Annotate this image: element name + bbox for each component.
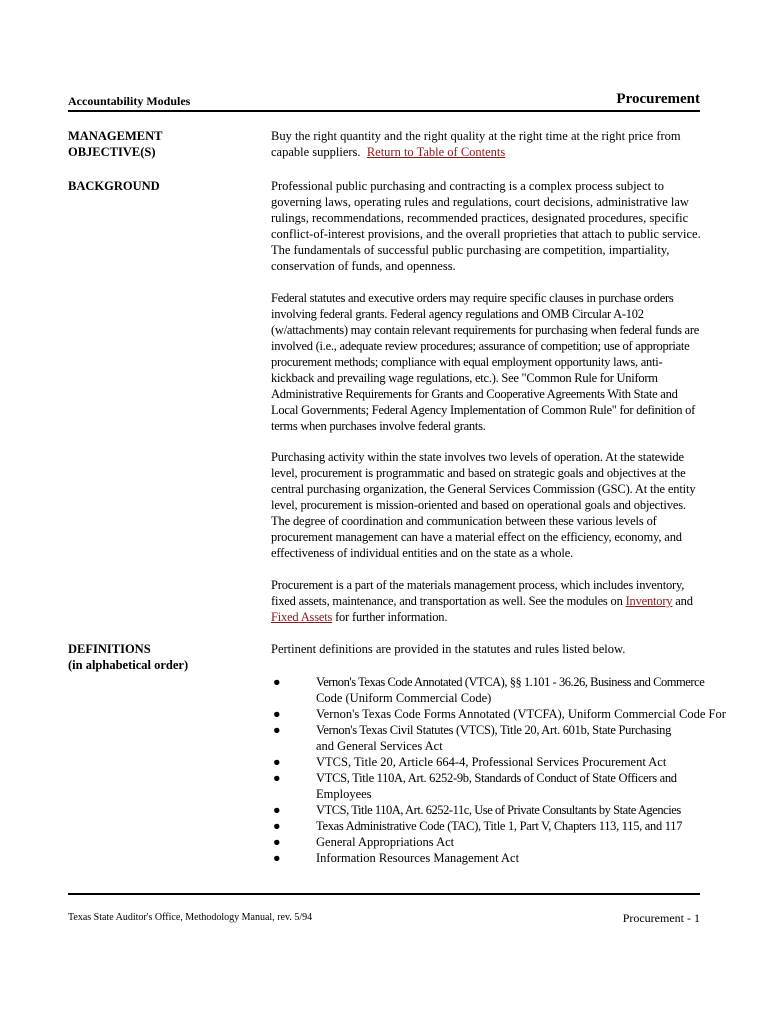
list-item-line-1: VTCS, Title 20, Article 664-4, Professional Services Procurement Act	[316, 755, 667, 769]
return-to-toc-link[interactable]: Return to Table of Contents	[366, 145, 506, 159]
background-paragraph-2: Federal statutes and executive orders may require specific clauses in purchase orders involving federal grants. Federal agency regulations and OMB Circular A-102 (w/attachments) may contain relevant requirements for purchasing when federal funds are involved (i.e., adequate review procedures; assurance of competition; use of appropriate procurement methods; compliance with equal employment opportunity laws, anti-kickback and prevailing wage regulations, etc.). See "Common Rule for Uniform Administrative Requirements for Grants and Cooperative Agreements With State and Local Governments; Federal Agency Implementation of Common Rule" for definition of terms when purchases involve federal grants.	[271, 291, 700, 433]
bullet-icon: ●	[273, 723, 281, 737]
header-rule	[68, 110, 700, 112]
bullet-icon: ●	[273, 771, 281, 785]
list-item-line-1: VTCS, Title 110A, Art. 6252-11c, Use of Private Consultants by State Agencies	[316, 803, 681, 817]
list-item	[271, 754, 768, 770]
objective-label: MANAGEMENT OBJECTIVE(S)	[68, 129, 163, 159]
list-item-line-2: Code (Uniform Commercial Code)	[316, 691, 492, 705]
list-item	[271, 834, 768, 850]
list-item-line-2: and General Services Act	[316, 739, 443, 753]
bullet-icon: ●	[273, 851, 281, 865]
bullet-icon: ●	[273, 803, 281, 817]
list-item-line-1: Vernon's Texas Civil Statutes (VTCS), Title 20, Art. 601b, State Purchasing	[316, 723, 672, 737]
background-p1	[271, 178, 701, 274]
fixed-assets-link[interactable]: Fixed Assets	[271, 610, 333, 624]
footer-source: Texas State Auditor's Office, Methodology Manual, rev. 5/94	[68, 912, 313, 923]
list-item	[271, 850, 768, 866]
list-item-line-1: Vernon's Texas Code Annotated (VTCA), §§ 1.101 - 36.26, Business and Commerce	[316, 675, 705, 689]
bullet-icon: ●	[273, 755, 281, 769]
list-item-line-1: Vernon's Texas Code Forms Annotated (VTCFA), Uniform Commercial Code For	[316, 707, 726, 721]
definitions-label: DEFINITIONS (in alphabetical order)	[68, 642, 189, 672]
background-p4	[271, 577, 701, 625]
background-paragraph-1: Professional public purchasing and contracting is a complex process subject to governing laws, operating rules and regulations, court decisions, administrative law rulings, recommendations, recommended practices, designated procedures, specific conflict-of-interest provisions, and the overall proprieties that attach to public service. The fundamentals of successful public purchasing are competition, impartiality, conservation of funds, and openness.	[271, 179, 701, 273]
list-item	[271, 706, 768, 722]
list-item-line-1: Information Resources Management Act	[316, 851, 520, 865]
background-paragraph-3: Purchasing activity within the state involves two levels of operation. At the statewide level, procurement is programmatic and based on strategic goals and objectives at the central purchasing organization, the General Services Commission (GSC). At the entity level, procurement is mission-oriented and based on operational goals and objectives. The degree of coordination and communication between these various levels of procurement management can have a material effect on the efficiency, economy, and effectiveness of individual entities and on the state as a whole.	[271, 450, 696, 560]
background-paragraph-4-end: for further information.	[335, 610, 448, 624]
footer-page-number: Procurement - 1	[622, 911, 700, 925]
background-label: BACKGROUND	[68, 179, 160, 193]
objective-body: Buy the right quantity and the right quality at the right time at the right price from capable suppliers.	[271, 129, 681, 159]
list-item	[271, 802, 768, 818]
list-item-line-1: VTCS, Title 110A, Art. 6252-9b, Standards of Conduct of State Officers and	[316, 771, 677, 785]
header-module-title: Accountability Modules	[68, 94, 191, 108]
background-p3	[271, 449, 701, 561]
background-p2	[271, 290, 701, 434]
background-paragraph-4-and: and	[675, 594, 693, 608]
bullet-icon: ●	[273, 835, 281, 849]
definitions-list	[271, 674, 768, 866]
list-item	[271, 770, 768, 802]
list-item	[271, 722, 768, 754]
objective-text	[271, 128, 701, 160]
header-page-title: Procurement	[616, 91, 700, 107]
footer-rule	[68, 893, 700, 895]
list-item	[271, 818, 768, 834]
definitions-intro: Pertinent definitions are provided in the statutes and rules listed below.	[271, 642, 626, 656]
list-item-line-1: General Appropriations Act	[316, 835, 455, 849]
bullet-icon: ●	[273, 707, 281, 721]
list-item	[271, 674, 768, 706]
bullet-icon: ●	[273, 819, 281, 833]
bullet-icon: ●	[273, 675, 281, 689]
list-item-line-2: Employees	[316, 787, 372, 801]
background-paragraph-4-start: Procurement is a part of the materials management process, which includes inventory, fixed assets, maintenance, and transportation as well. See the modules on	[271, 578, 685, 608]
inventory-link[interactable]: Inventory	[625, 594, 673, 608]
list-item-line-1: Texas Administrative Code (TAC), Title 1, Part V, Chapters 113, 115, and 117	[316, 819, 683, 833]
